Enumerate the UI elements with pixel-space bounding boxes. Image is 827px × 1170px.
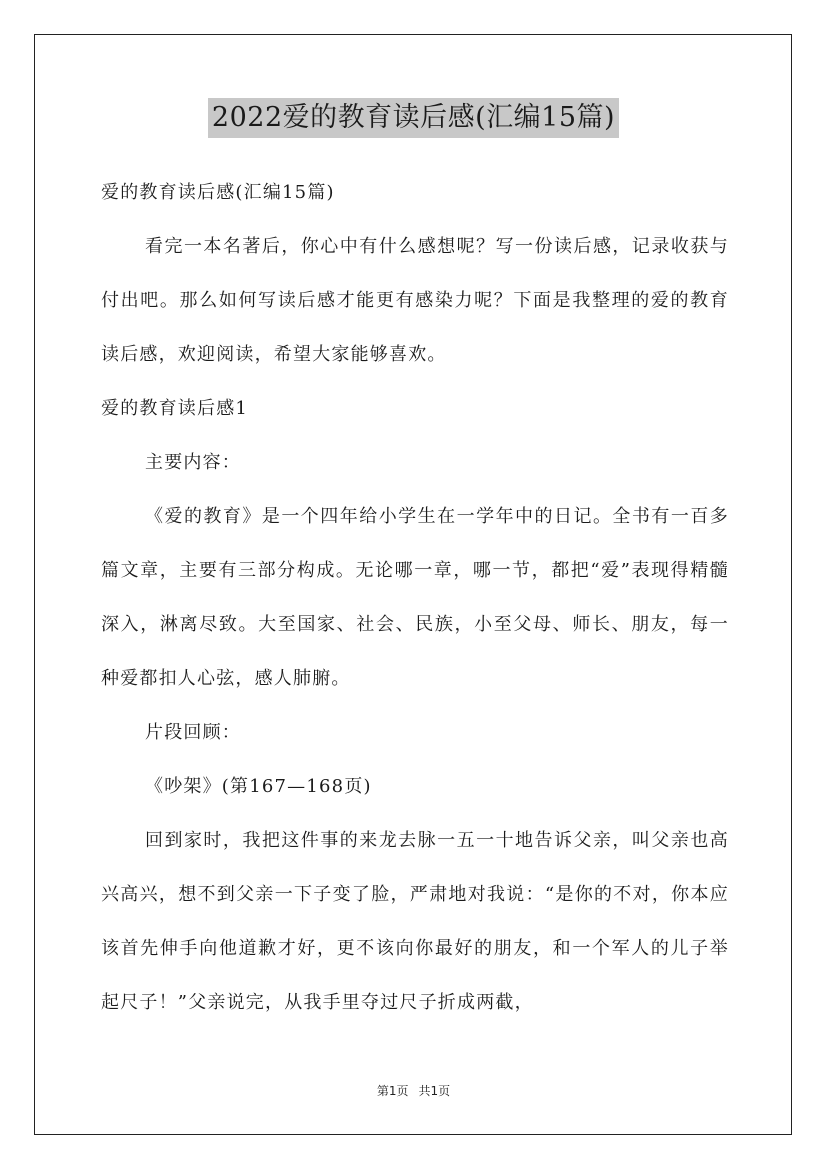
paragraph: 《爱的教育》是一个四年给小学生在一学年中的日记。全书有一百多篇文章，主要有三部分构成。无论哪一章，哪一节，都把“爱”表现得精髓深入，淋离尽致。大至国家、社会、民族，小至父母、师长、朋友，每一种爱都扣人心弦，感人肺腑。 [101, 506, 729, 689]
page-number: 第1页 [376, 1084, 409, 1098]
page-footer [0, 1082, 827, 1099]
paragraph: 片段回顾： [145, 722, 241, 743]
paragraph: 看完一本名著后，你心中有什么感想呢？写一份读后感，记录收获与付出吧。那么如何写读后感才能更有感染力呢？下面是我整理的爱的教育读后感，欢迎阅读，希望大家能够喜欢。 [101, 236, 729, 365]
paragraph: 回到家时，我把这件事的来龙去脉一五一十地告诉父亲，叫父亲也高兴高兴，想不到父亲一下子变了脸，严肃地对我说：“是你的不对，你本应该首先伸手向他道歉才好，更不该向你最好的朋友，和一个军人的儿子举起尺子！”父亲说完，从我手里夺过尺子折成两截， [101, 830, 729, 1013]
page-total: 共1页 [418, 1084, 451, 1098]
document-title: 2022爱的教育读后感(汇编15篇) [208, 98, 619, 138]
title-container [0, 98, 827, 138]
paragraph: 爱的教育读后感(汇编15篇) [101, 182, 335, 203]
paragraph: 主要内容： [145, 452, 241, 473]
document-body [101, 166, 729, 1030]
paragraph: 爱的教育读后感1 [101, 398, 249, 419]
paragraph: 《吵架》(第167—168页) [145, 776, 372, 797]
